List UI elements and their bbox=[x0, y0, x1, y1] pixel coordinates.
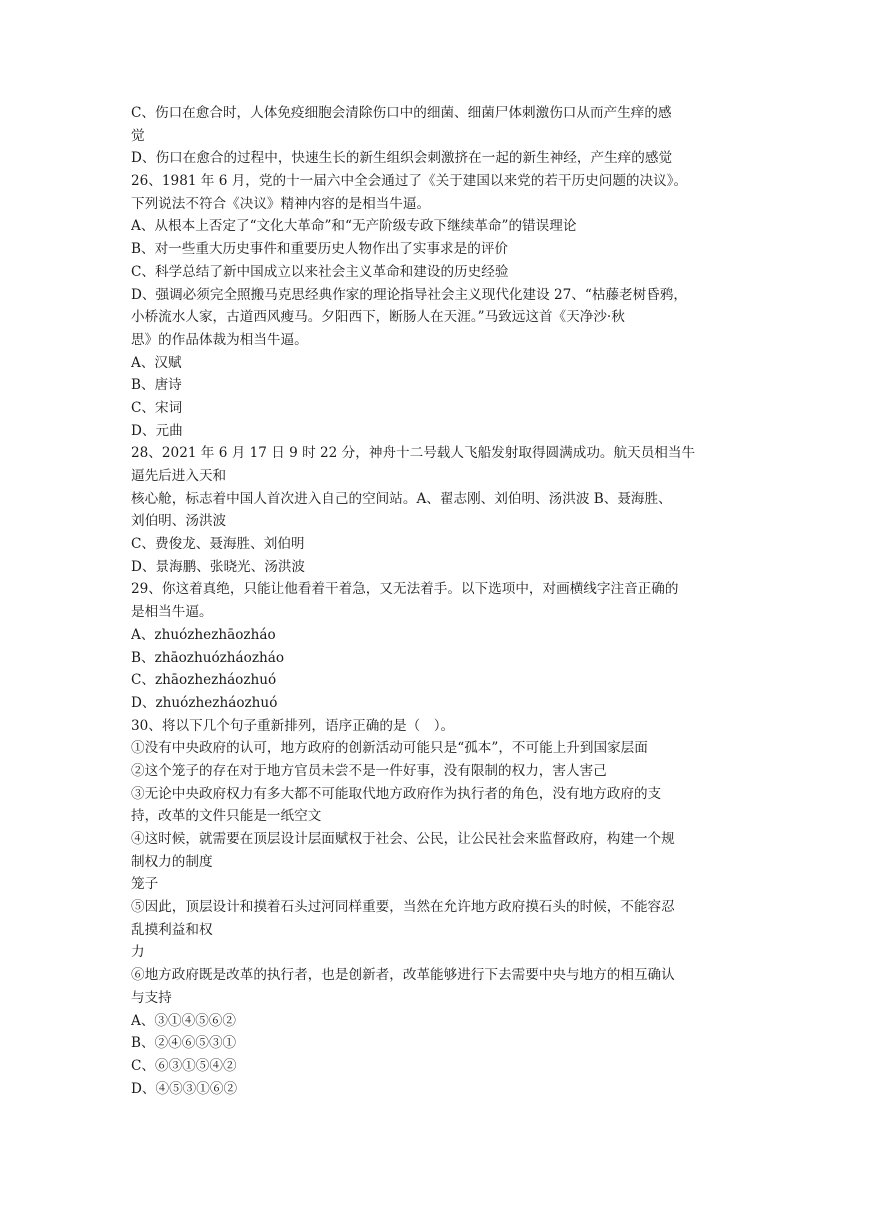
text-line: 笼子 bbox=[131, 876, 159, 893]
text-line: C、科学总结了新中国成立以来社会主义革命和建设的历史经验 bbox=[131, 263, 509, 280]
text-line: ⑥地方政府既是改革的执行者，也是创新者，改革能够进行下去需要中央与地方的相互确认 bbox=[131, 967, 675, 984]
text-line: C、费俊龙、聂海胜、刘伯明 bbox=[131, 536, 305, 553]
text-line: D、景海鹏、张晓光、汤洪波 bbox=[131, 558, 306, 575]
text-line: C、伤口在愈合时，人体免疫细胞会清除伤口中的细菌、细菌尸体刺激伤口从而产生痒的感 bbox=[131, 105, 672, 121]
text-line: A、zhuózhezhāozháo bbox=[131, 626, 276, 643]
text-line: 核心舱，标志着中国人首次进入自己的空间站。A、翟志刚、刘伯明、汤洪波 B、聂海胜、 bbox=[131, 490, 672, 507]
text-line: C、zhāozhezháozhuó bbox=[131, 672, 277, 689]
text-line: 持，改革的文件只能是一纸空文 bbox=[131, 808, 322, 825]
document-page bbox=[131, 102, 743, 1100]
text-line: A、从根本上否定了“文化大革命”和“无产阶级专政下继续革命”的错误理论 bbox=[131, 218, 577, 235]
text-line: ①没有中央政府的认可，地方政府的创新活动可能只是“孤本”，不可能上升到国家层面 bbox=[131, 740, 648, 757]
text-line: D、伤口在愈合的过程中，快速生长的新生组织会刺激挤在一起的新生神经，产生痒的感觉 bbox=[131, 150, 673, 167]
text-line: C、宋词 bbox=[131, 399, 183, 416]
text-line: 30、将以下几个句子重新排列，语序正确的是（ ）。 bbox=[131, 717, 455, 734]
text-line: D、④⑤③①⑥② bbox=[131, 1080, 238, 1097]
text-line: ②这个笼子的存在对于地方官员未尝不是一件好事，没有限制的权力，害人害己 bbox=[131, 762, 607, 779]
text-line: A、③①④⑤⑥② bbox=[131, 1012, 236, 1029]
text-line: 制权力的制度 bbox=[131, 853, 213, 870]
text-line: B、②④⑥⑤③① bbox=[131, 1035, 237, 1052]
text-line: 小桥流水人家，古道西风瘦马。夕阳西下，断肠人在天涯。”马致远这首《天净沙·秋 bbox=[131, 309, 625, 326]
text-line: ③无论中央政府权力有多大都不可能取代地方政府作为执行者的角色，没有地方政府的支 bbox=[131, 785, 662, 802]
text-line: B、唐诗 bbox=[131, 377, 182, 394]
text-line: A、汉赋 bbox=[131, 354, 182, 371]
text-line: 刘伯明、汤洪波 bbox=[131, 513, 227, 530]
text-line: C、⑥③①⑤④② bbox=[131, 1057, 237, 1074]
text-line: 29、你这着真绝，只能让他看着干着急，又无法着手。以下选项中，对画横线字注音正确的 bbox=[131, 581, 679, 598]
text-line: D、元曲 bbox=[131, 422, 183, 439]
text-line: 逼先后进入天和 bbox=[131, 468, 227, 484]
text-line: ⑤因此，顶层设计和摸着石头过河同样重要，当然在允许地方政府摸石头的时候，不能容忍 bbox=[131, 899, 675, 916]
text-line: 与支持 bbox=[131, 989, 172, 1006]
text-line: 28、2021 年 6 月 17 日 9 时 22 分，神舟十二号载人飞船发射取得圆满成功。航天员相当牛 bbox=[131, 445, 696, 462]
text-line: 思》的作品体裁为相当牛逼。 bbox=[131, 331, 308, 348]
text-line: 乱摸利益和权 bbox=[131, 921, 213, 938]
text-line: D、zhuózhezháozhuó bbox=[131, 694, 278, 711]
text-line: D、强调必须完全照搬马克思经典作家的理论指导社会主义现代化建设 27、“枯藤老树昏鸦， bbox=[131, 286, 688, 303]
text-line: 力 bbox=[131, 944, 145, 961]
text-line: 下列说法不符合《决议》精神内容的是相当牛逼。 bbox=[131, 195, 431, 212]
text-line: ④这时候，就需要在顶层设计层面赋权于社会、公民，让公民社会来监督政府，构建一个规 bbox=[131, 831, 675, 847]
text-line: B、对一些重大历史事件和重要历史人物作出了实事求是的评价 bbox=[131, 241, 509, 258]
text-line: 是相当牛逼。 bbox=[131, 604, 213, 621]
text-line: B、zhāozhuózháozháo bbox=[131, 649, 285, 666]
text-line: 26、1981 年 6 月，党的十一届六中全会通过了《关于建国以来党的若干历史问题的决议》。 bbox=[131, 173, 688, 190]
text-line: 觉 bbox=[131, 127, 145, 144]
